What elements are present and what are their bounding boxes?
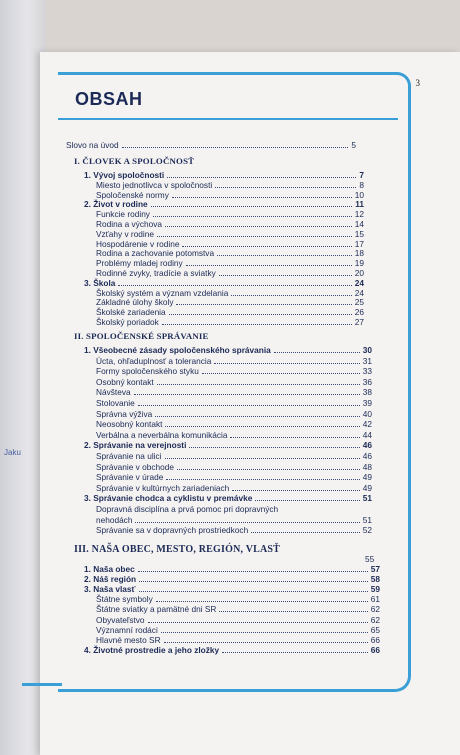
toc-entry xyxy=(96,409,372,419)
toc-entry xyxy=(66,140,356,150)
dot-leader xyxy=(169,313,352,315)
toc-entry xyxy=(84,584,380,594)
toc-entry-page: 36 xyxy=(362,376,372,387)
toc-entry-page: 49 xyxy=(362,472,372,483)
toc-entry-page: 40 xyxy=(362,408,372,419)
toc-entry xyxy=(96,635,380,645)
dot-leader xyxy=(230,436,359,438)
dot-leader xyxy=(166,478,359,480)
toc-entry-label: Stolovanie xyxy=(96,398,135,408)
dot-leader xyxy=(189,446,359,448)
toc-entry xyxy=(96,288,364,298)
toc-entry xyxy=(96,604,380,614)
toc-entry xyxy=(96,594,380,604)
dot-leader xyxy=(162,323,352,325)
toc-entry-page: 15 xyxy=(354,228,364,239)
toc-entry-label: 1. Všeobecné zásady spoločenského správania xyxy=(84,345,271,355)
toc-entry-label: Školský poriadok xyxy=(96,317,159,327)
dot-leader xyxy=(172,196,352,198)
toc-entry-page: 66 xyxy=(370,644,380,655)
dot-leader xyxy=(165,425,359,427)
toc-entry-label: Hlavné mesto SR xyxy=(96,634,161,645)
toc-entry xyxy=(84,440,372,450)
toc-entry-page: 46 xyxy=(362,451,372,461)
toc-entry-page: 5 xyxy=(351,140,356,150)
toc-entry xyxy=(96,317,364,327)
toc-entry xyxy=(96,377,372,387)
toc-entry-page: 62 xyxy=(370,614,380,625)
toc-entry-label: nehodách xyxy=(96,514,133,525)
toc-entry-page: 51 xyxy=(362,514,372,525)
dot-leader xyxy=(164,641,368,643)
dot-leader xyxy=(251,531,360,533)
toc-entry xyxy=(96,515,372,525)
toc-entry-label: Štátne symboly xyxy=(96,594,153,605)
toc-entry-page: 11 xyxy=(355,199,364,210)
toc-entry-page: 51 xyxy=(362,493,372,504)
toc-entry xyxy=(96,504,372,514)
toc-entry-label: Funkcie rodiny xyxy=(96,209,150,220)
dot-leader xyxy=(157,235,352,237)
toc-entry-label: Problémy mladej rodiny xyxy=(96,258,183,269)
toc-entry xyxy=(96,258,364,268)
toc-entry-label: Slovo na úvod xyxy=(66,140,119,150)
toc-entry-label: Návšteva xyxy=(96,387,131,398)
section-heading: III. NAŠA OBEC, MESTO, REGIÓN, VLASŤ xyxy=(74,544,281,555)
toc-entry xyxy=(84,278,364,288)
page-title: OBSAH xyxy=(75,89,143,109)
toc-entry xyxy=(96,525,372,535)
toc-entry-page: 10 xyxy=(354,189,364,200)
toc-entry xyxy=(96,451,372,461)
dot-leader xyxy=(219,610,367,612)
dot-leader xyxy=(255,499,359,501)
toc-entry xyxy=(96,615,380,625)
dot-leader xyxy=(155,415,360,417)
toc-entry xyxy=(84,574,380,584)
toc-entry-label: Správanie v obchode xyxy=(96,461,174,472)
toc-entry xyxy=(96,419,372,429)
dot-leader xyxy=(139,580,368,582)
toc-entry-page: 24 xyxy=(354,287,364,298)
dot-leader xyxy=(167,176,356,178)
toc-entry-page: 48 xyxy=(362,461,372,472)
toc-entry-page: 27 xyxy=(354,317,364,327)
toc-entry-label: Dopravná disciplína a prvá pomoc pri dopravných xyxy=(96,504,279,514)
toc-entry xyxy=(96,297,364,307)
toc-entry xyxy=(96,239,364,249)
toc-entry-page: 66 xyxy=(370,634,380,645)
dot-leader xyxy=(274,351,360,353)
toc-entry-page: 58 xyxy=(370,574,380,585)
toc-entry-label: 4. Životné prostredie a jeho zložky xyxy=(84,644,220,655)
toc-entry xyxy=(96,398,372,408)
toc-entry xyxy=(96,483,372,493)
toc-entry-label: Významní rodáci xyxy=(96,624,158,635)
dot-leader xyxy=(177,468,360,470)
toc-entry-label: Správanie na ulici xyxy=(96,451,162,461)
toc-entry xyxy=(84,493,372,503)
toc-entry-label: Správanie v kultúrnych zariadeniach xyxy=(96,482,230,493)
section-page: 55 xyxy=(365,554,375,564)
toc-entry xyxy=(84,564,380,574)
toc-entry xyxy=(96,625,380,635)
title-rule xyxy=(58,118,398,120)
toc-entry-label: 3. Škola xyxy=(84,277,116,288)
toc-entry-label: Školský systém a význam vzdelania xyxy=(96,287,229,298)
toc-entry xyxy=(84,199,364,209)
dot-leader xyxy=(222,651,368,653)
toc-entry-page: 18 xyxy=(354,248,364,259)
section-heading: I. ČLOVEK A SPOLOČNOSŤ xyxy=(74,156,195,166)
toc-entry-label: Miesto jednotlivca v spoločnosti xyxy=(96,179,213,190)
toc-entry xyxy=(96,430,372,440)
dot-leader xyxy=(118,284,351,286)
toc-entry-page: 31 xyxy=(362,355,372,366)
toc-entry-label: Rodina a zachovanie potomstva xyxy=(96,248,215,259)
toc-entry xyxy=(96,356,372,366)
toc-entry-page: 33 xyxy=(362,366,372,377)
toc-entry-label: 2. Život v rodine xyxy=(84,199,148,210)
toc-entry-page: 61 xyxy=(370,594,380,605)
toc-entry xyxy=(96,248,364,258)
dot-leader xyxy=(165,457,360,459)
toc-entry-page: 65 xyxy=(370,624,380,635)
dot-leader xyxy=(214,362,359,364)
toc-entry-label: Obyvateľstvo xyxy=(96,614,145,625)
toc-entry-label: 1. Vývoj spoločnosti xyxy=(84,170,165,180)
toc-entry xyxy=(84,170,364,180)
dot-leader xyxy=(202,372,360,374)
toc-entry-page: 44 xyxy=(362,429,372,440)
dot-leader xyxy=(165,225,352,227)
dot-leader xyxy=(176,303,351,305)
blue-frame-bottom xyxy=(22,683,62,686)
toc-entry-page: 19 xyxy=(354,258,364,269)
toc-entry-label: Základné úlohy školy xyxy=(96,297,174,308)
dot-leader xyxy=(138,404,360,406)
toc-entry-page: 52 xyxy=(362,525,372,536)
dot-leader xyxy=(215,186,356,188)
toc-entry-page: 7 xyxy=(359,170,364,180)
toc-entry-page: 46 xyxy=(362,440,372,451)
toc-entry-label: 1. Naša obec xyxy=(84,564,135,574)
toc-entry-label: Verbálna a neverbálna komunikácia xyxy=(96,429,228,440)
dot-leader xyxy=(138,570,368,572)
toc-entry-label: Správna výživa xyxy=(96,408,153,419)
toc-entry-page: 26 xyxy=(354,307,364,318)
dot-leader xyxy=(148,621,368,623)
toc-entry-page: 30 xyxy=(362,345,372,355)
toc-entry-page: 59 xyxy=(370,584,380,595)
dot-leader xyxy=(232,489,359,491)
toc-entry-page: 62 xyxy=(370,604,380,615)
toc-entry-label: Úcta, ohľaduplnosť a tolerancia xyxy=(96,355,212,366)
dot-leader xyxy=(139,590,368,592)
toc-entry xyxy=(96,462,372,472)
toc-entry-page: 25 xyxy=(354,297,364,308)
toc-entry-label: Rodina a výchova xyxy=(96,219,162,229)
toc-entry-page: 39 xyxy=(362,398,372,408)
dot-leader xyxy=(156,600,368,602)
dot-leader xyxy=(231,294,351,296)
toc-entry-page: 14 xyxy=(354,219,364,229)
toc-entry-page: 24 xyxy=(354,277,364,288)
toc-entry-label: 3. Správanie chodca a cyklistu v premávke xyxy=(84,493,253,504)
dot-leader xyxy=(151,205,353,207)
dot-leader xyxy=(157,383,360,385)
toc-entry-page: 17 xyxy=(354,238,364,249)
section-heading: II. SPOLOČENSKÉ SPRÁVANIE xyxy=(74,331,209,341)
page-number: 3 xyxy=(415,78,420,88)
dot-leader xyxy=(153,215,352,217)
toc-entry-label: Neosobný kontakt xyxy=(96,419,163,430)
toc-entry-label: Štátne sviatky a pamätné dni SR xyxy=(96,604,217,615)
toc-entry xyxy=(84,645,380,655)
toc-entry-page: 8 xyxy=(359,179,364,190)
toc-entry-page: 57 xyxy=(370,564,380,574)
toc-entry-label: Rodinné zvyky, tradície a sviatky xyxy=(96,268,216,278)
toc-entry-label: Správanie sa v dopravných prostriedkoch xyxy=(96,525,249,536)
dot-leader xyxy=(186,264,352,266)
toc-entry-label: 3. Naša vlasť xyxy=(84,584,136,595)
dot-leader xyxy=(122,146,349,148)
dot-leader xyxy=(219,274,352,276)
toc-entry-label: Formy spoločenského styku xyxy=(96,366,199,377)
toc-entry-page: 12 xyxy=(354,209,364,220)
toc-entry-page: 42 xyxy=(362,419,372,430)
toc-entry xyxy=(96,387,372,397)
toc-entry-page: 38 xyxy=(362,387,372,398)
toc-entry xyxy=(96,229,364,239)
dot-leader xyxy=(134,393,360,395)
toc-entry xyxy=(96,307,364,317)
toc-entry xyxy=(96,180,364,190)
toc-entry-label: 2. Správanie na verejnosti xyxy=(84,440,187,451)
toc-entry xyxy=(96,209,364,219)
toc-entry-label: 2. Náš región xyxy=(84,574,137,585)
toc-entry-label: Školské zariadenia xyxy=(96,307,166,318)
toc-entry-label: Hospodárenie v rodine xyxy=(96,238,180,249)
toc-entry-label: Spoločenské normy xyxy=(96,189,169,200)
dot-leader xyxy=(161,631,368,633)
toc-entry-page: 20 xyxy=(354,268,364,278)
toc-entry-page: 49 xyxy=(362,482,372,493)
toc-entry xyxy=(96,366,372,376)
dot-leader xyxy=(217,254,352,256)
toc-entry-label: Vzťahy v rodine xyxy=(96,228,154,239)
dot-leader xyxy=(135,521,359,523)
left-page-fragment: Jaku xyxy=(4,448,21,457)
toc-entry xyxy=(96,472,372,482)
toc-entry-label: Osobný kontakt xyxy=(96,376,154,387)
dot-leader xyxy=(182,245,351,247)
toc-entry xyxy=(96,268,364,278)
toc-entry-label: Správanie v úrade xyxy=(96,472,164,483)
toc-entry xyxy=(96,219,364,229)
toc-entry xyxy=(84,345,372,355)
